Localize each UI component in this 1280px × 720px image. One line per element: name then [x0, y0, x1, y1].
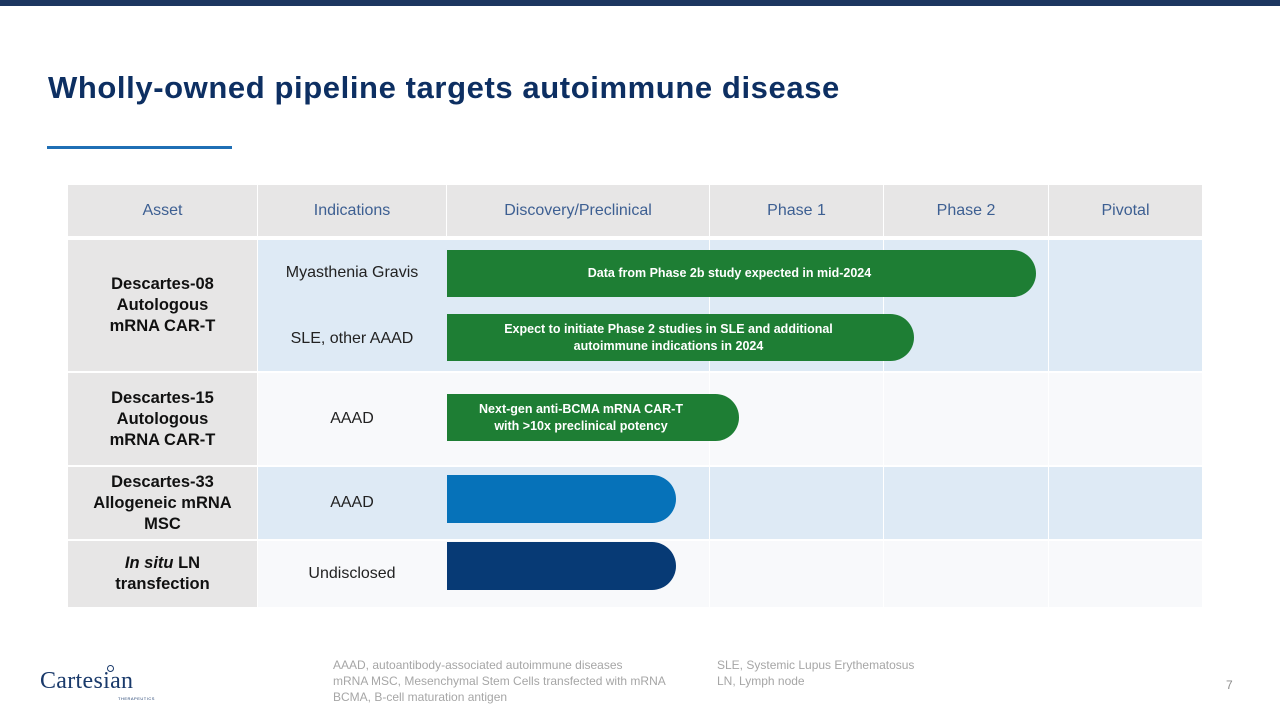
page-title: Wholly-owned pipeline targets autoimmune disease [48, 70, 840, 105]
bar-label: with >10x preclinical potency [494, 418, 668, 433]
bar-label: Next-gen anti-BCMA mRNA CAR-T [479, 401, 683, 416]
page-number: 7 [1226, 678, 1233, 692]
asset-line: Allogeneic mRNA [93, 493, 232, 512]
progress-bar-in-situ-ln [447, 542, 676, 590]
column-divider [1048, 240, 1049, 607]
bar-label: Expect to initiate Phase 2 studies in SLE and additional [504, 321, 833, 336]
asset-descartes-08 [68, 240, 257, 371]
cartesian-logo [40, 668, 155, 701]
indication-myasthenia-gravis: Myasthenia Gravis [285, 264, 419, 281]
progress-bar-descartes-33 [447, 475, 676, 523]
header-asset: Asset [68, 185, 257, 236]
indication-undisclosed: Undisclosed [308, 565, 396, 582]
progress-bar-descartes-08-sle [447, 314, 914, 361]
logo-dot-icon [107, 665, 114, 672]
asset-line: MSC [144, 514, 181, 533]
asset-descartes-33 [68, 467, 257, 539]
asset-line: Autologous [116, 409, 209, 428]
footnote-line: mRNA MSC, Mesenchymal Stem Cells transfected with mRNA [333, 674, 666, 688]
asset-line: mRNA CAR-T [109, 317, 216, 335]
indication-aaad: AAAD [330, 410, 374, 427]
indication-sle-other-aaad: SLE, other AAAD [290, 329, 414, 347]
logo-subtext: THERAPEUTICS [118, 696, 155, 701]
asset-line: transfection [115, 575, 210, 593]
footnotes-right [717, 657, 914, 689]
asset-descartes-15 [68, 373, 257, 465]
footnote-line: LN, Lymph node [717, 674, 805, 688]
asset-line: LN [178, 554, 201, 572]
top-accent-bar [0, 0, 1280, 6]
indication-aaad: AAAD [258, 467, 446, 539]
asset-line: Descartes-33 [111, 472, 214, 491]
progress-bar-descartes-15 [447, 394, 739, 441]
asset-in-situ-ln-transfection [68, 541, 257, 607]
asset-line: Descartes-08 [111, 275, 214, 293]
footnote-line: AAAD, autoantibody-associated autoimmune diseases [333, 658, 623, 672]
bar-label: Data from Phase 2b study expected in mid-2024 [587, 266, 872, 280]
header-pivotal: Pivotal [1049, 185, 1202, 236]
footnote-line: SLE, Systemic Lupus Erythematosus [717, 658, 915, 672]
asset-line: mRNA CAR-T [109, 430, 216, 449]
footnote-line: BCMA, B-cell maturation antigen [333, 690, 508, 704]
logo-wordmark: Cartesian [40, 668, 134, 694]
footnotes-left [333, 657, 666, 705]
asset-italic-prefix: In situ [124, 554, 174, 572]
bar-label: autoimmune indications in 2024 [573, 338, 764, 353]
progress-bar-descartes-08-mg [447, 250, 1036, 297]
header-phase-2: Phase 2 [884, 185, 1048, 236]
header-phase-1: Phase 1 [710, 185, 883, 236]
pipeline-table [68, 185, 1202, 607]
header-discovery-preclinical: Discovery/Preclinical [447, 185, 709, 236]
header-indications: Indications [258, 185, 446, 236]
title-underline [47, 146, 232, 149]
asset-line: Autologous [116, 296, 209, 314]
asset-line: Descartes-15 [111, 388, 214, 407]
